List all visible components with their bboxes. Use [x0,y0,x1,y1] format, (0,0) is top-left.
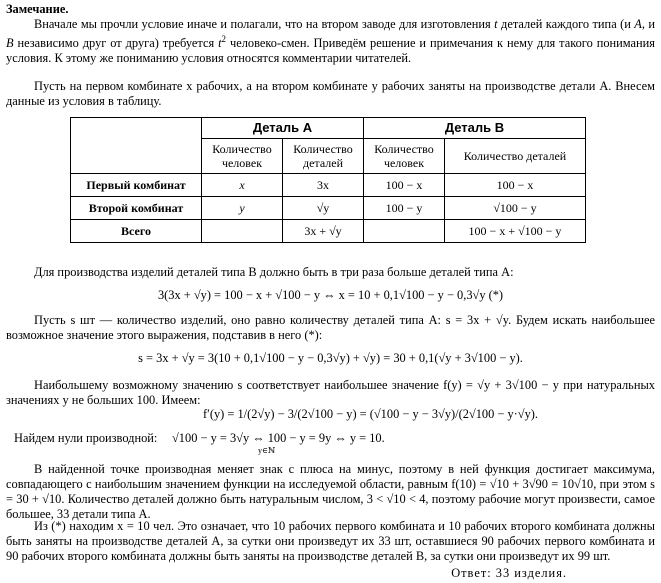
header-detail-b: Деталь В [364,118,586,139]
zeros-label: Найдем нули производной: [14,431,158,445]
setup-paragraph: Пусть на первом комбинате x рабочих, а на втором комбинате y рабочих заняты на производстве детали А. Внесем данные из условия в таблицу. [6,79,655,108]
header-parts-a: Количество деталей [283,139,364,174]
result-paragraph: Из (*) находим x = 10 чел. Это означает, что 10 рабочих первого комбината и 10 рабочих второго комбината должны быть заняты на производстве деталей А, за сутки они произведут их 33 шт, оставшиеся 90 рабочих первого комбината и 90 рабочих второго комбината должны быть заняты на производстве деталей В, за сутки они произведут их 99 шт. [6,519,655,563]
conclusion-paragraph: В найденной точке производная меняет знак с плюса на минус, поэтому в ней функция достигает максимума, совпадающего с наибольшим значением функции на исследуемой области, равным f(10) = √10 + 3√90 = 10√10, при этом s = 30 + √10. Количество деталей должно быть натуральным числом, 3 < √10 < 4, поэтому рабочие могут произвести, самое большее, 33 детали типа А. [6,462,655,521]
remark-title: Замечание. [6,2,69,16]
count-paragraph: Пусть s шт — количество изделий, оно равно количеству деталей типа А: s = 3x + √y. Будем искать наибольшее возможное значение этого выражения, подставив в него (*): [6,313,655,342]
intro-paragraph: Вначале мы прочли условие иначе и полагали, что на втором заводе для изготовления t деталей каждого типа (и А, и В незавиcимо друг от друга) требуется $t^2$ человеко-смен. Приведём решение и примечания к нему для такого понимания условия. К этому же пониманию условия относятся комментарии читателей. [6,17,655,66]
header-people-b: Количество человек [364,139,445,174]
table-row: Второй комбинат y √y 100 − y √100 − y [71,197,586,220]
equation-2: s = 3x + √y = 3(10 + 0,1√100 − y − 0,3√y) + √y) = 30 + 0,1(√y + 3√100 − y). [138,351,523,365]
equation-4: √100 − y = 3√y ⇔ 100 − y = 9y ⇔ y = 10. y∈ℕ [172,431,385,446]
data-table [70,117,586,243]
table-row: Первый комбинат x 3x 100 − x 100 − x [71,174,586,197]
header-people-a: Количество человек [202,139,283,174]
equation-4-subscript: y∈ℕ [258,446,276,455]
answer: Ответ: 33 изделия. [451,566,567,580]
equation-3: f′(y) = 1/(2√y) − 3/(2√100 − y) = (√100 − y − 3√y)/(2√100 − y·√y). [202,407,539,421]
equation-1: 3(3x + √y) = 100 − x + √100 − y ⇔ x = 10 + 0,1√100 − y − 0,3√y (*) [157,288,504,302]
max-paragraph: Наибольшему возможному значению s соответствует наибольшее значение f(y) = √y + 3√100 − y при натуральных значениях y не больших 100. Имеем: [6,378,655,407]
condition-paragraph: Для производства изделий деталей типа В должно быть в три раза больше деталей типа А: [34,265,514,279]
table-row: Всего 3x + √y 100 − x + √100 − y [71,220,586,243]
header-parts-b: Количество деталей [445,139,586,174]
header-detail-a: Деталь А [202,118,364,139]
